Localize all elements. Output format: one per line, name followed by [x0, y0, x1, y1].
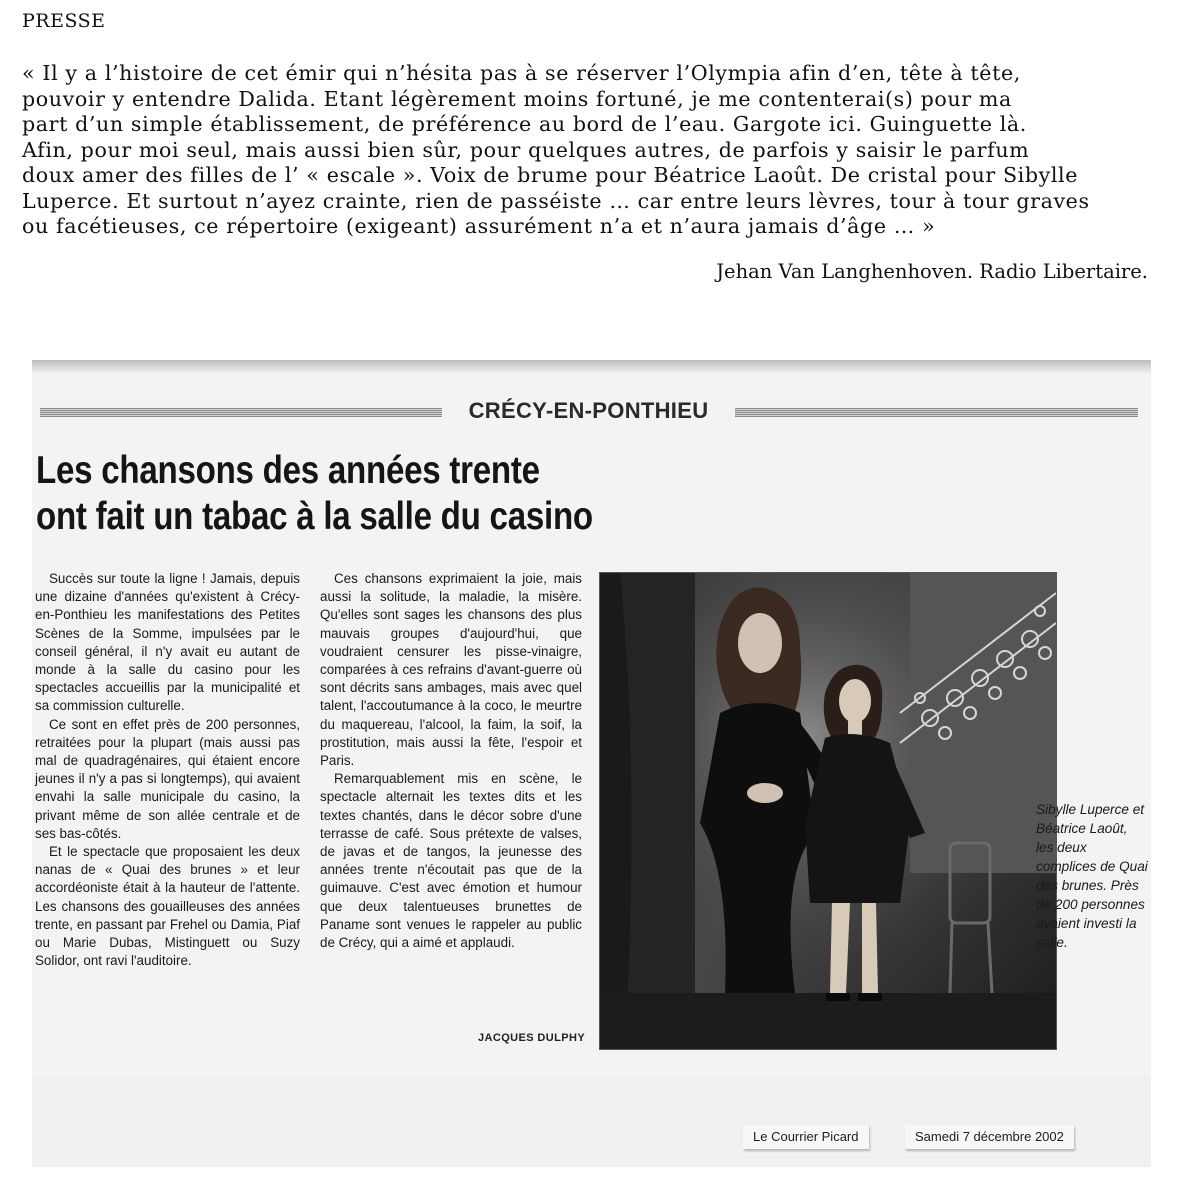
newspaper-clipping [32, 360, 1151, 1167]
article-rubric: CRÉCY-EN-PONTHIEU [468, 398, 709, 423]
article-photo [599, 572, 1057, 1050]
article-column-1 [35, 570, 300, 970]
quote-line: « Il y a l’histoire de cet émir qui n’hésita pas à se réserver l’Olympia afin d’en, tête à tête, [22, 61, 1021, 85]
stage-photo-illustration [600, 573, 1056, 1049]
article-paragraph: Succès sur toute la ligne ! Jamais, depuis une dizaine d'années qu'existent à Crécy-en-Ponthieu les manifestations des Petites Scènes de la Somme, impulsées par le conseil général, il n'y avait eu autant de monde à la salle du casino pour les spectacles accueillis par la municipalité et sa commission culturelle. [35, 571, 300, 714]
quote-line: part d’un simple établissement, de préférence au bord de l’eau. Gargote ici. Guinguette là. [22, 112, 1027, 136]
quote-line: doux amer des filles de l’ « escale ». Voix de brume pour Béatrice Laoût. De cristal pour Sibylle [22, 163, 1079, 187]
rubric-rule-left [40, 408, 442, 417]
article-paragraph: Remarquablement mis en scène, le spectacle alternait les textes dits et les textes chantés, dans le décor sobre d'une terrasse de café. Sous prétexte de valses, de javas et de tangos, la jeunesse des années trente n'écoutait pas que de la guimauve. C'est avec émotion et humour que deux talentueuses brunettes de Paname sont venues le rappeler au public de Crécy, qui a aimé et applaudi. [320, 771, 582, 951]
source-date-label: Samedi 7 décembre 2002 [905, 1125, 1074, 1149]
rubric-rule-right [735, 408, 1138, 417]
article-headline [36, 448, 690, 540]
headline-line: Les chansons des années trente [36, 449, 540, 492]
quote-line: ou facétieuses, ce répertoire (exigeant) assurément n’a et n’aura jamais d’âge … » [22, 214, 936, 238]
article-byline: JACQUES DULPHY [478, 1032, 586, 1044]
quote-line: Afin, pour moi seul, mais aussi bien sûr, pour quelques autres, de parfois y saisir le parfum [22, 137, 1030, 162]
clipping-footer-area [32, 1077, 1151, 1167]
article-column-2 [320, 570, 582, 952]
presse-label: PRESSE [22, 10, 106, 32]
headline-line: ont fait un tabac à la salle du casino [36, 495, 593, 538]
quote-line: Luperce. Et surtout n’ayez crainte, rien de passéiste … car entre leurs lèvres, tour à tour graves [22, 188, 1090, 213]
source-newspaper-label: Le Courrier Picard [743, 1125, 869, 1149]
quote-line: pouvoir y entendre Dalida. Etant légèrement moins fortuné, je me contenterai(s) pour ma [22, 86, 1012, 111]
photo-caption: Sibylle Luperce et Béatrice Laoût, les deux complices de Quai des brunes. Près de 200 personnes avaient investi la salle. [1036, 802, 1148, 950]
article-paragraph: Ces chansons exprimaient la joie, mais aussi la solitude, la maladie, la misère. Qu'elles sont sages les chansons des plus mauvais groupes d'aujourd'hui, que voudraient censurer les pisse-vinaigre, comparées à ces refrains d'avant-guerre où sont décrits sans ambages, mais avec quel talent, l'accoutumance à la coco, le meurtre du maquereau, l'alcool, la faim, la soif, la prostitution, mais aussi la fête, l'espoir et Paris. [320, 571, 582, 769]
press-quote [22, 61, 1146, 240]
article-paragraph: Et le spectacle que proposaient les deux nanas de « Quai des brunes » et leur accordéoniste était à la hauteur de l'attente. Les chansons des gouailleuses des années trente, en passant par Frehel ou Damia, Piaf ou Marie Dubas, Mistinguett ou Suzy Solidor, ont ravi l'auditoire. [35, 844, 300, 969]
article-paragraph: Ce sont en effet près de 200 personnes, retraitées pour la plupart (mais aussi pas mal de quadragénaires, qui étaient encore jeunes il n'y a pas si longtemps), qui avaient envahi la salle municipale du casino, la privant même de son allée centrale et de ses bas-côtés. [35, 716, 300, 841]
quote-author: Jehan Van Langhenhoven. Radio Libertaire. [716, 260, 1148, 283]
clipping-shadow [32, 360, 1151, 373]
